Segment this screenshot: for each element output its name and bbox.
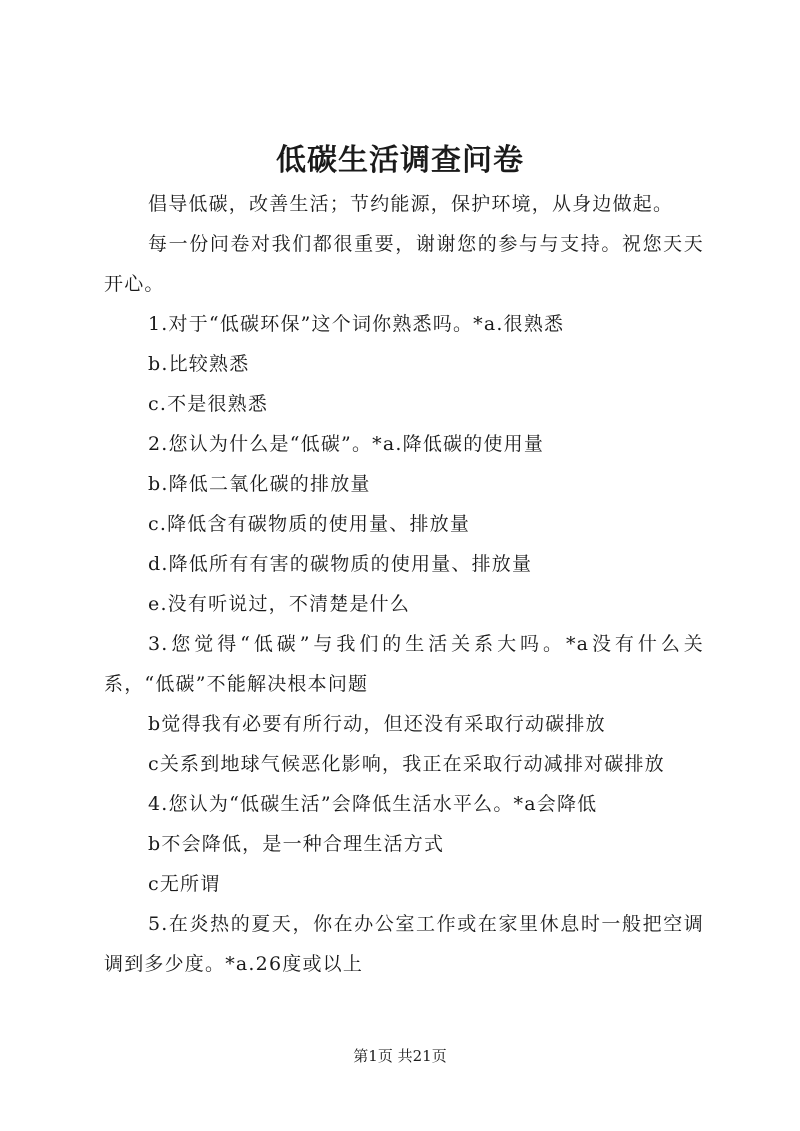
answer-option: c无所谓 [148,873,221,895]
page-indicator: 第1页 共21页 [353,1047,447,1065]
question-2: 2.您认为什么是“低碳”。*a.降低碳的使用量 [148,433,545,455]
questionnaire-body [104,184,704,984]
page-title: 低碳生活调查问卷 [276,143,524,178]
answer-option: b.比较熟悉 [148,353,250,375]
intro-paragraph: 倡导低碳，改善生活；节约能源，保护环境，从身边做起。 [148,193,674,215]
question-5: 5.在炎热的夏天，你在办公室工作或在家里休息时一般把空调调到多少度。*a.26度或以上 [104,913,704,975]
question-4: 4.您认为“低碳生活”会降低生活水平么。*a会降低 [148,793,598,815]
answer-option: e.没有听说过，不清楚是什么 [148,593,411,615]
question-1: 1.对于“低碳环保”这个词你熟悉吗。*a.很熟悉 [148,313,565,335]
question-3: 3.您觉得“低碳”与我们的生活关系大吗。*a没有什么关系，“低碳”不能解决根本问题 [104,633,704,695]
answer-option: d.降低所有有害的碳物质的使用量、排放量 [148,553,533,575]
intro-paragraph: 每一份问卷对我们都很重要，谢谢您的参与与支持。祝您天天开心。 [104,233,704,295]
answer-option: b觉得我有必要有所行动，但还没有采取行动碳排放 [148,713,606,735]
answer-option: b.降低二氧化碳的排放量 [148,473,371,495]
answer-option: b不会降低，是一种合理生活方式 [148,833,445,855]
answer-option: c.不是很熟悉 [148,393,269,415]
answer-option: c关系到地球气候恶化影响，我正在采取行动减排对碳排放 [148,753,665,775]
answer-option: c.降低含有碳物质的使用量、排放量 [148,513,471,535]
